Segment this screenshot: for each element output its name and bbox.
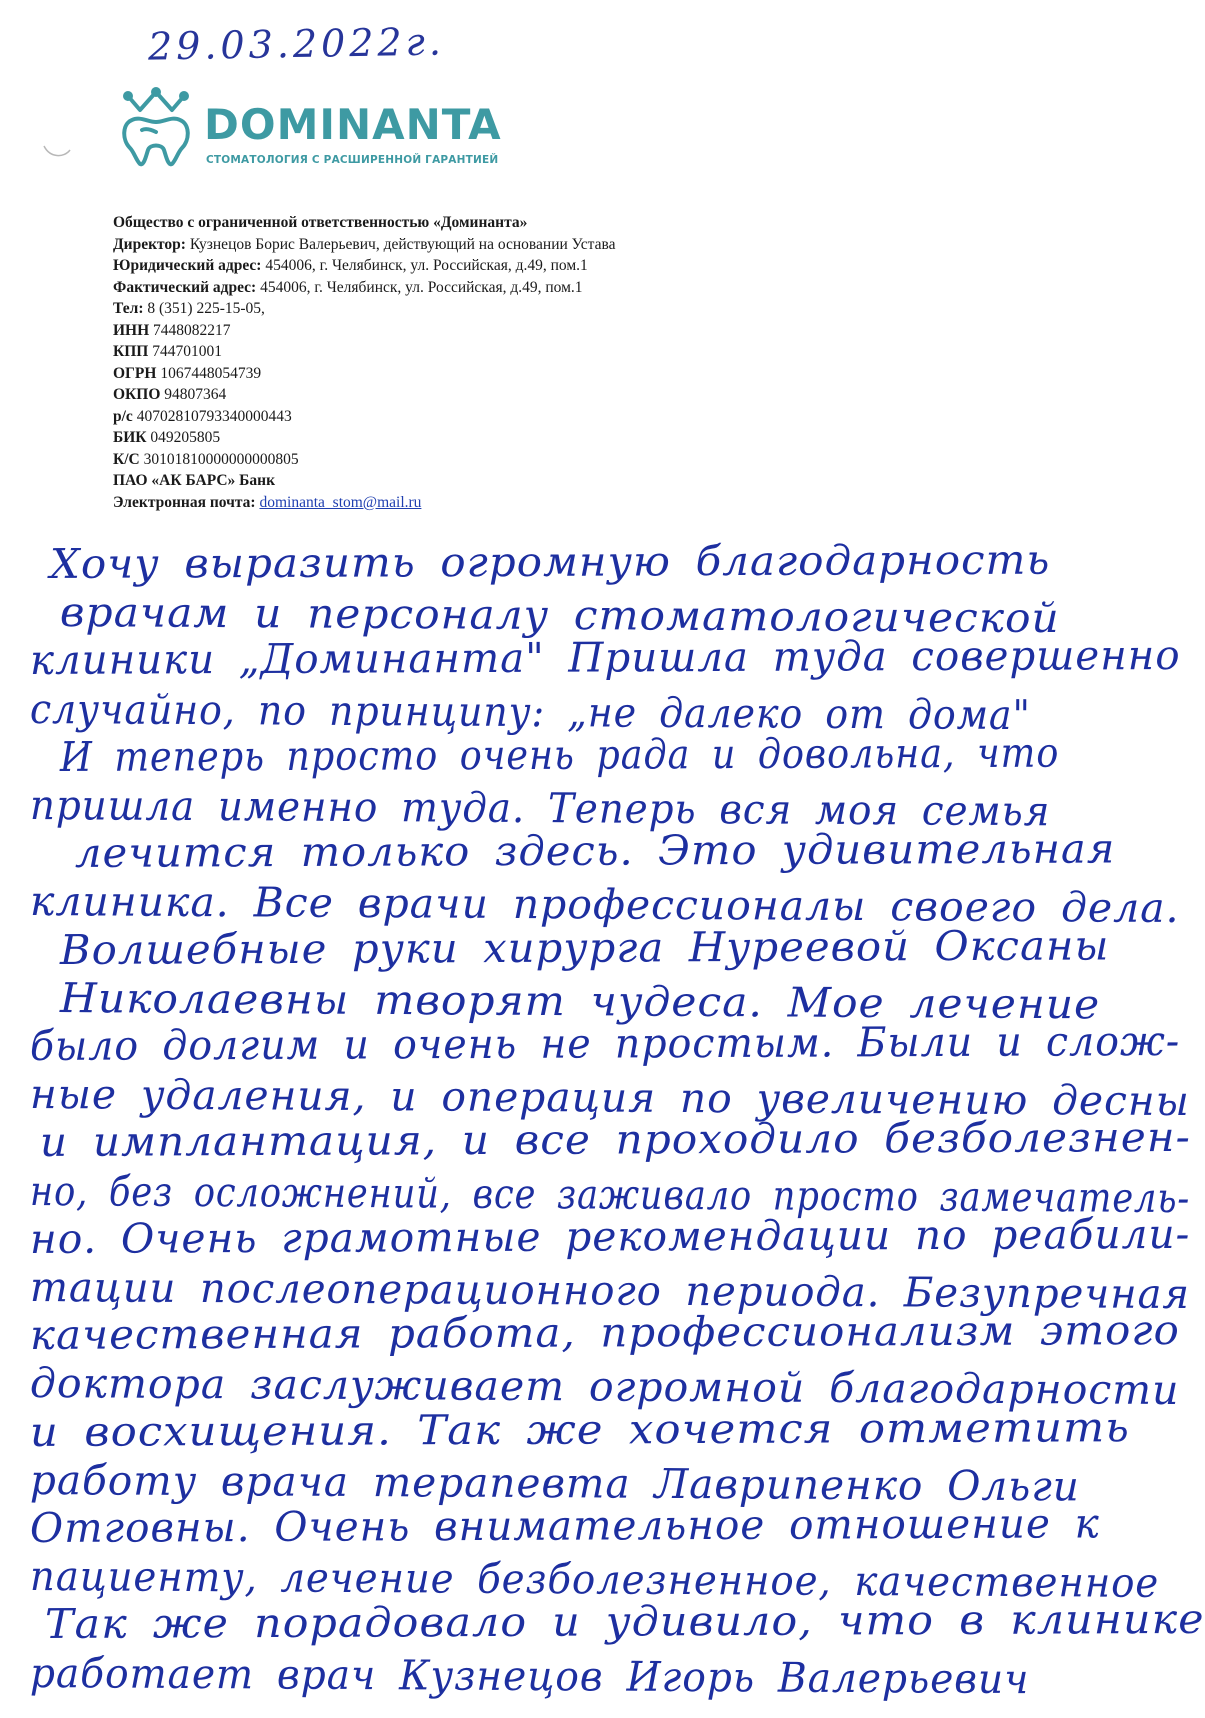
handwritten-line: но. Очень грамотные рекомендации по реабили-: [29, 1209, 1191, 1263]
requisite-bik: БИК 049205805: [113, 429, 221, 446]
handwritten-line: Отговны. Очень внимательное отношение к: [29, 1499, 1100, 1552]
handwritten-line: и имплантация, и все проходило безболезнен-: [39, 1113, 1191, 1167]
logo-tagline: СТОМАТОЛОГИЯ С РАСШИРЕННОЙ ГАРАНТИЕЙ: [206, 154, 499, 166]
requisite-email: Электронная почта: dominanta_stom@mail.ru: [113, 493, 422, 511]
handwritten-line: Волшебные руки хирурга Нуреевой Оксаны: [59, 921, 1110, 974]
requisite-director: Директор: Кузнецов Борис Валерьевич, действующий на основании Устава: [113, 235, 616, 253]
logo-brand-name: DOMINANTA: [204, 100, 502, 149]
handwritten-line: врачам и персоналу стоматологической: [59, 588, 1060, 643]
handwritten-line: работает врач Кузнецов Игорь Валерьевич: [29, 1648, 1030, 1703]
handwritten-line: Николаевны творят чудеса. Мое лечение: [59, 973, 1101, 1029]
email-link[interactable]: dominanta_stom@mail.ru: [259, 493, 422, 511]
requisite-actual-address: Фактический адрес: 454006, г. Челябинск, ул. Российская, д.49, пом.1: [113, 278, 583, 296]
handwritten-line: качественная работа, профессионализм этого: [29, 1306, 1180, 1360]
punch-hole-mark: [42, 140, 72, 164]
requisite-legal-address: Юридический адрес: 454006, г. Челябинск, ул. Российская, д.49, пом.1: [113, 257, 588, 274]
company-requisites: [113, 212, 733, 513]
requisite-bank: ПАО «АК БАРС» Банк: [113, 472, 276, 489]
handwritten-line: Так же порадовало и удивило, что в клинике: [44, 1595, 1205, 1649]
requisite-account: р/с 40702810793340000443: [113, 407, 292, 425]
handwritten-line: было долгим и очень не простым. Были и слож-: [29, 1016, 1181, 1070]
tooth-crown-icon: [118, 86, 194, 168]
handwritten-line: клиника. Все врачи профессионалы своего дела.: [29, 877, 1180, 933]
handwritten-line: случайно, по принципу: „не далеко от дома": [29, 684, 1031, 739]
requisite-inn: ИНН 7448082217: [113, 321, 231, 339]
handwritten-line: но, без осложнений, все заживало просто замечатель-: [29, 1166, 1191, 1222]
requisite-phone: Тел: 8 (351) 225-15-05,: [113, 300, 265, 317]
handwritten-line: клиники „Доминанта" Пришла туда совершенно: [29, 631, 1181, 685]
requisite-ogrn: ОГРН 1067448054739: [113, 364, 262, 382]
handwritten-line: работу врача терапевта Лаврипенко Ольги: [29, 1455, 1081, 1511]
handwritten-line: пришла именно туда. Теперь вся моя семья: [29, 781, 1051, 836]
handwritten-line: И теперь просто очень рада и довольна, что: [59, 728, 1060, 781]
handwritten-line: Хочу выразить огромную благодарность: [49, 535, 1051, 588]
requisite-company-name: Общество с ограниченной ответственностью «Доминанта»: [113, 214, 528, 231]
handwritten-line: пациенту, лечение безболезненное, качественное: [29, 1552, 1160, 1608]
handwritten-line: тации послеоперационного периода. Безупречная: [29, 1263, 1191, 1319]
handwritten-line: доктора заслуживает огромной благодарности: [29, 1359, 1180, 1415]
company-logo: [118, 86, 502, 176]
handwritten-date: 29.03.2022г.: [147, 19, 446, 69]
handwritten-line: лечится только здесь. Это удивительная: [74, 824, 1116, 878]
handwritten-line: ные удаления, и операция по увеличению десны: [29, 1070, 1190, 1126]
requisite-okpo: ОКПО 94807364: [113, 386, 227, 403]
handwritten-line: и восхищения. Так же хочется отметить: [29, 1402, 1130, 1456]
requisite-kpp: КПП 744701001: [113, 343, 222, 360]
requisite-corr-account: К/С 30101810000000000805: [113, 450, 299, 468]
